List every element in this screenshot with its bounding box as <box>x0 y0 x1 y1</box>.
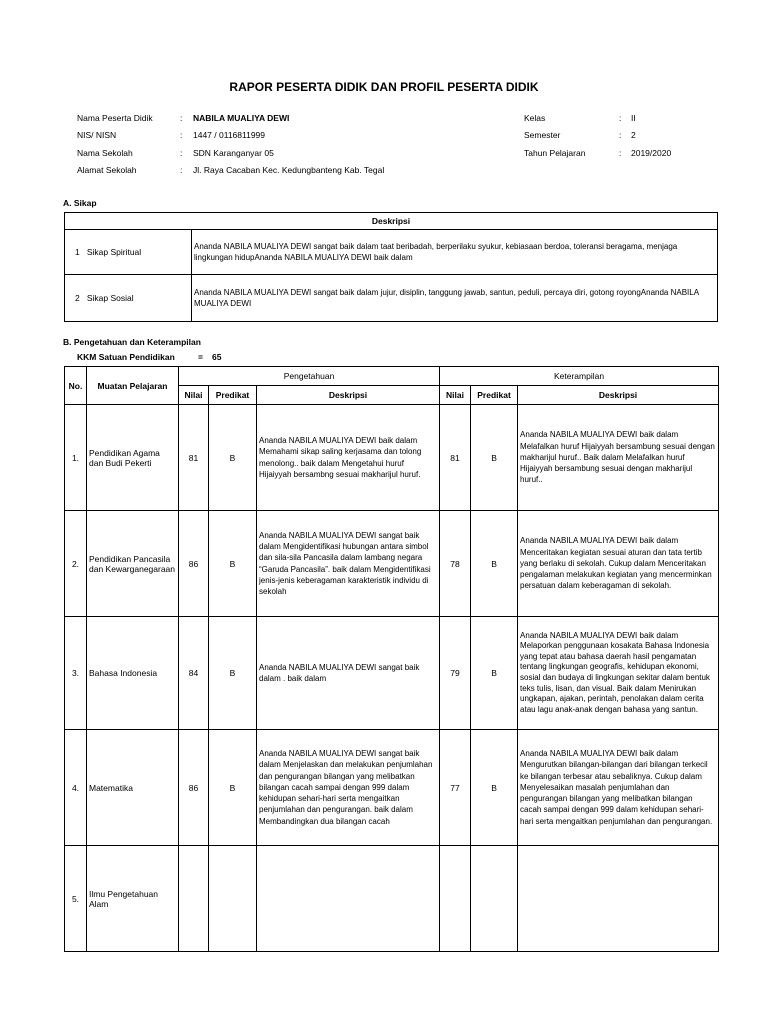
row-peng-predikat: B <box>209 730 257 846</box>
row-peng-desc: Ananda NABILA MUALIYA DEWI sangat baik dalam Menjelaskan dan melakukan penjumlahan dan pengurangan bilangan yang melibatkan bilangan cacah sampai dengan 999 dalam kehidupan sehari-hari serta mengaitkan penjumlahan dan pengurangan. baik dalam Membandingkan dua bilangan cacah <box>257 730 440 846</box>
table-row <box>65 405 719 511</box>
row-peng-nilai: 86 <box>179 730 209 846</box>
header-nilai: Nilai <box>179 386 209 405</box>
colon: : <box>180 130 183 140</box>
row-mapel: Pendidikan Pancasila dan Kewarganegaraan <box>87 511 179 617</box>
row-peng-nilai: 86 <box>179 511 209 617</box>
header-no: No. <box>65 367 87 405</box>
semester-label: Semester <box>524 130 561 140</box>
sikap-desc: Ananda NABILA MUALIYA DEWI sangat baik dalam jujur, disiplin, tanggung jawab, santun, peduli, percaya diri, gotong royongAnanda NABILA MUALIYA DEWI <box>192 275 718 322</box>
alamat-value: Jl. Raya Cacaban Kec. Kedungbanteng Kab. Tegal <box>193 165 385 175</box>
header-nilai: Nilai <box>440 386 471 405</box>
header-keterampilan: Keterampilan <box>440 367 719 386</box>
row-no: 5. <box>65 846 87 952</box>
row-ket-predikat: B <box>471 730 518 846</box>
sikap-label: Sikap Spiritual <box>86 247 142 257</box>
kelas-label: Kelas <box>524 113 546 123</box>
table-row <box>65 230 718 275</box>
sikap-desc: Ananda NABILA MUALIYA DEWI sangat baik dalam taat beribadah, berperilaku syukur, kebiasaan berdoa, toleransi beragama, menjaga lingkungan hidupAnanda NABILA MUALIYA DEWI baik dalam <box>192 230 718 275</box>
table-row <box>65 730 719 846</box>
colon: : <box>180 148 183 158</box>
row-peng-predikat: B <box>209 511 257 617</box>
row-ket-predikat: B <box>471 617 518 730</box>
colon: : <box>619 130 622 140</box>
nis-value: 1447 / 0116811999 <box>193 130 266 140</box>
sikap-no: 2 <box>75 293 80 303</box>
row-ket-nilai <box>440 846 471 952</box>
colon: : <box>180 113 183 123</box>
row-peng-desc: Ananda NABILA MUALIYA DEWI baik dalam Memahami sikap saling kerjasama dan tolong menolong.. baik dalam Mengetahui huruf Hijaiyyah bersambng sesuai makharijul huruf. <box>257 405 440 511</box>
header-mapel: Muatan Pelajaran <box>87 367 179 405</box>
header-deskripsi: Deskripsi <box>518 386 719 405</box>
sekolah-label: Nama Sekolah <box>77 148 133 158</box>
table-row <box>65 275 718 322</box>
row-no: 2. <box>65 511 87 617</box>
row-peng-desc: Ananda NABILA MUALIYA DEWI sangat baik dalam . baik dalam <box>257 617 440 730</box>
sikap-name <box>65 230 192 275</box>
page-title: RAPOR PESERTA DIDIK DAN PROFIL PESERTA DIDIK <box>229 80 539 94</box>
nis-label: NIS/ NISN <box>77 130 117 140</box>
sekolah-value: SDN Karanganyar 05 <box>193 148 274 158</box>
header-predikat: Predikat <box>471 386 518 405</box>
alamat-label: Alamat Sekolah <box>77 165 137 175</box>
row-peng-predikat: B <box>209 617 257 730</box>
nama-value: NABILA MUALIYA DEWI <box>193 113 290 123</box>
row-peng-desc: Ananda NABILA MUALIYA DEWI sangat baik dalam Mengidentifikasi hubungan antara simbol dan sila-sila Pancasila dalam lambang negara “Garuda Pancasila”. baik dalam Mengidentifikasi jenis-jenis keberagaman karakteristik individu di sekolah <box>257 511 440 617</box>
colon: : <box>619 113 622 123</box>
section-sikap-heading: A. Sikap <box>63 198 97 208</box>
row-mapel: Matematika <box>87 730 179 846</box>
sikap-label: Sikap Sosial <box>86 293 134 303</box>
tahun-value: 2019/2020 <box>631 148 672 158</box>
row-mapel: Bahasa Indonesia <box>87 617 179 730</box>
row-ket-nilai: 79 <box>440 617 471 730</box>
sikap-name <box>65 275 192 322</box>
section-pk-heading: B. Pengetahuan dan Keterampilan <box>63 337 201 347</box>
row-no: 1. <box>65 405 87 511</box>
pk-table <box>64 366 719 952</box>
row-peng-nilai: 84 <box>179 617 209 730</box>
row-ket-desc: Ananda NABILA MUALIYA DEWI baik dalam Menceritakan kegiatan sesuai aturan dan tata tertib yang berlaku di sekolah. Cukup dalam Menceritakan pengalaman melakukan kegiatan yang mencerminkan persatuan dalam keberagaman di sekolah. <box>518 511 719 617</box>
row-peng-predikat: B <box>209 405 257 511</box>
header-predikat: Predikat <box>209 386 257 405</box>
sikap-desc-header: Deskripsi <box>65 213 718 230</box>
row-ket-desc <box>518 846 719 952</box>
row-ket-predikat: B <box>471 405 518 511</box>
table-row <box>65 511 719 617</box>
row-peng-predikat <box>209 846 257 952</box>
row-ket-desc: Ananda NABILA MUALIYA DEWI baik dalam Melafalkan huruf Hijaiyyah bersambung sesuai dengan makharijul huruf.. Baik dalam Melafalkan huruf Hijaiyyah bersambung sesuai dengan makharijul huruf.. <box>518 405 719 511</box>
row-no: 3. <box>65 617 87 730</box>
colon: : <box>180 165 183 175</box>
header-deskripsi: Deskripsi <box>257 386 440 405</box>
row-mapel: Pendidikan Agama dan Budi Pekerti <box>87 405 179 511</box>
nama-label: Nama Peserta Didik <box>77 113 153 123</box>
row-no: 4. <box>65 730 87 846</box>
row-ket-predikat: B <box>471 511 518 617</box>
row-ket-predikat <box>471 846 518 952</box>
row-peng-nilai: 81 <box>179 405 209 511</box>
row-ket-desc: Ananda NABILA MUALIYA DEWI baik dalam Mengurutkan bilangan-bilangan dari bilangan terkecil ke bilangan terbesar atau sebaliknya. Cukup dalam Menyelesaikan masalah penjumlahan dan pengurangan bilangan yang melibatkan bilangan cacah sampai dengan 999 dalam kehidupan sehari-hari serta mengaitkan penjumlahan dan pengurangan. <box>518 730 719 846</box>
row-peng-nilai <box>179 846 209 952</box>
table-row <box>65 617 719 730</box>
row-ket-nilai: 77 <box>440 730 471 846</box>
row-mapel: Ilmu Pengetahuan Alam <box>87 846 179 952</box>
row-ket-desc: Ananda NABILA MUALIYA DEWI baik dalam Melaporkan penggunaan kosakata Bahasa Indonesia yang tepat atau bahasa daerah hasil pengamatan tentang lingkungan geografis, kehidupan ekonomi, sosial dan budaya di lingkungan sekitar dalam bentuk teks tulis, lisan, dan visual. Baik dalam Menirukan ungkapan, ajakan, perintah, penolakan dalam cerita atau lagu anak-anak dengan bahasa yang santun. <box>518 617 719 730</box>
table-row <box>65 846 719 952</box>
colon: : <box>619 148 622 158</box>
kkm-equals: = <box>198 352 203 362</box>
kelas-value: II <box>631 113 636 123</box>
row-ket-nilai: 81 <box>440 405 471 511</box>
sikap-table <box>64 212 718 322</box>
header-pengetahuan: Pengetahuan <box>179 367 440 386</box>
tahun-label: Tahun Pelajaran <box>524 148 586 158</box>
sikap-no: 1 <box>75 247 80 257</box>
row-ket-nilai: 78 <box>440 511 471 617</box>
kkm-value: 65 <box>212 352 222 362</box>
row-peng-desc <box>257 846 440 952</box>
kkm-label: KKM Satuan Pendidikan <box>77 352 175 362</box>
semester-value: 2 <box>631 130 636 140</box>
